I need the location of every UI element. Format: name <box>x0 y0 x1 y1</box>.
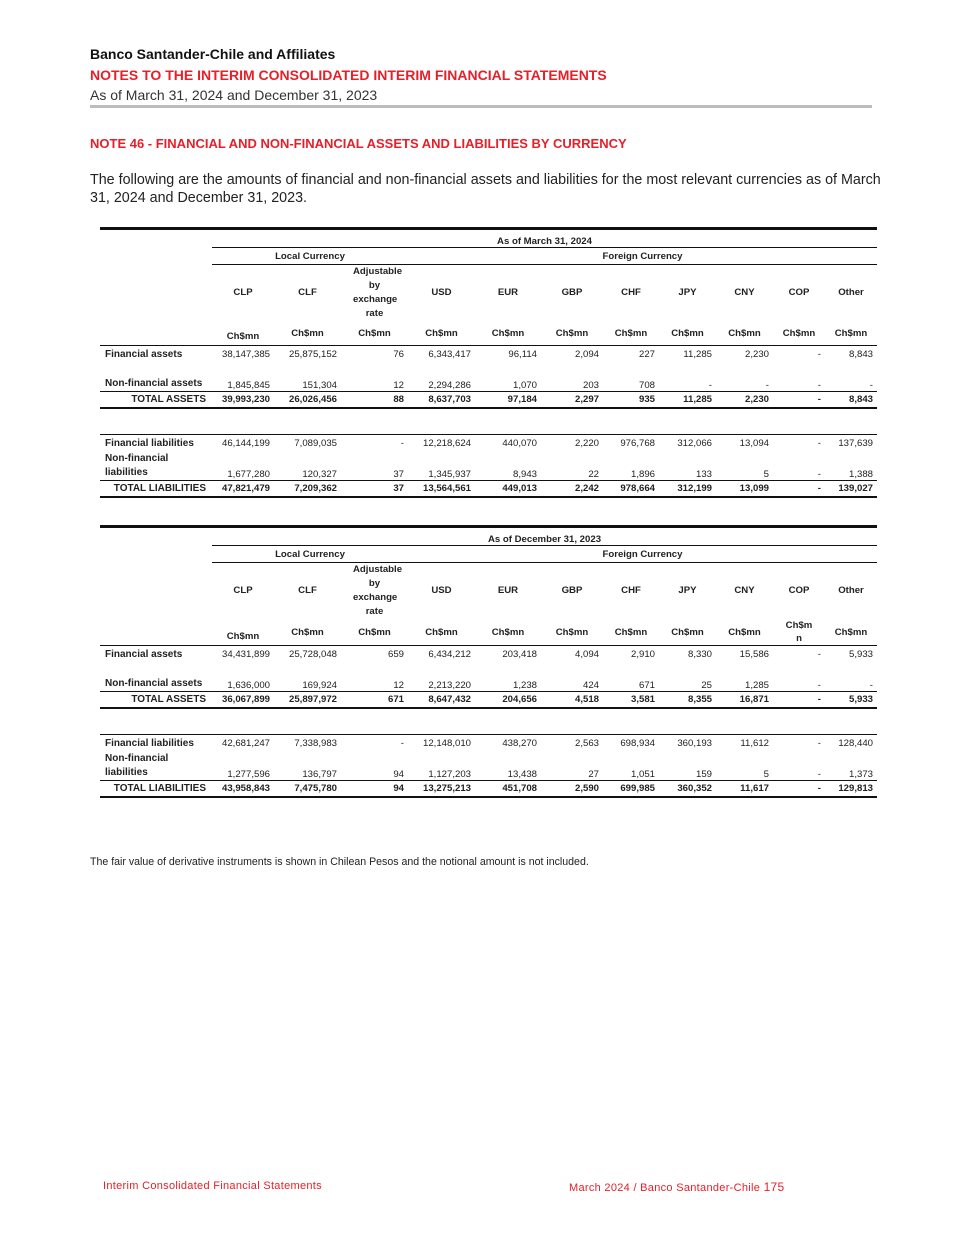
row-label: Financial liabilities <box>100 435 212 453</box>
table-cell: 2,590 <box>541 781 603 798</box>
column-header: CNY <box>734 585 755 596</box>
table-cell: 698,934 <box>603 735 659 753</box>
table-cell: 151,304 <box>302 380 337 391</box>
column-header: CLF <box>298 287 317 298</box>
blank-cell <box>100 546 212 563</box>
foreign-currency-heading: Foreign Currency <box>408 546 877 563</box>
column-header: GBP <box>561 585 583 596</box>
table-cell: 360,352 <box>659 781 716 798</box>
table-cell: 7,475,780 <box>274 781 341 798</box>
column-header: EUR <box>497 585 519 596</box>
table-cell: 25,728,048 <box>274 646 341 664</box>
unit-label: Ch$mn <box>785 620 813 644</box>
unit-label: Ch$mn <box>491 626 525 638</box>
row-label: Financial assets <box>100 646 212 664</box>
table-cell: 8,943 <box>512 469 537 480</box>
table-row <box>100 452 877 481</box>
table-cell: 935 <box>603 392 659 409</box>
unit-label: Ch$mn <box>728 626 761 638</box>
as-of-date: As of March 31, 2024 and December 31, 2023 <box>90 87 378 103</box>
spacer <box>100 408 877 435</box>
table-cell: - <box>773 646 825 664</box>
local-currency-heading: Local Currency <box>212 248 408 265</box>
table-cell: 2,213,220 <box>428 680 471 691</box>
table-cell: 97,184 <box>475 392 541 409</box>
table-cell: - <box>773 781 825 798</box>
row-label: Non-financial liabilities <box>105 453 169 478</box>
column-header: JPY <box>678 287 697 298</box>
table-cell: 1,896 <box>630 469 655 480</box>
table-cell: 671 <box>341 692 408 709</box>
spacer <box>100 708 877 735</box>
footer-right-text: March 2024 / Banco Santander-Chile <box>569 1182 761 1194</box>
table-cell: 12 <box>393 680 404 691</box>
unit-label: Ch$mn <box>728 327 761 339</box>
table-cell: 42,681,247 <box>212 735 274 753</box>
table-cell: 13,564,561 <box>408 481 475 498</box>
table-cell: 4,518 <box>541 692 603 709</box>
table-cell: 5 <box>763 769 769 780</box>
table-cell: 11,285 <box>659 346 716 364</box>
table-cell: 37 <box>341 481 408 498</box>
column-header: Adjustable by exchange rate <box>353 266 403 319</box>
table-cell: 120,327 <box>302 469 337 480</box>
currency-table <box>100 227 877 498</box>
table-cell: - <box>773 735 825 753</box>
table-cell: - <box>765 380 769 391</box>
table-cell: 7,089,035 <box>274 435 341 453</box>
company-name: Banco Santander-Chile and Affiliates <box>90 46 336 62</box>
table-cell: - <box>773 435 825 453</box>
unit-label: Ch$mn <box>491 327 525 339</box>
table-row <box>100 781 877 798</box>
table-cell: - <box>869 380 873 391</box>
column-header: COP <box>788 287 810 298</box>
table-cell: 96,114 <box>475 346 541 364</box>
table-cell: - <box>773 692 825 709</box>
note-intro: The following are the amounts of financial and non-financial assets and liabilities for the most relevant currencies as of March 31, 2024 and December 31, 2023. <box>90 172 881 206</box>
table-row <box>100 435 877 453</box>
table-cell: 3,581 <box>603 692 659 709</box>
table-cell: 11,617 <box>716 781 773 798</box>
column-header: USD <box>431 585 452 596</box>
unit-label: Ch$mn <box>834 327 868 339</box>
table-cell: 203 <box>582 380 599 391</box>
table-cell: 5,933 <box>825 692 877 709</box>
table-row <box>100 752 877 781</box>
table-cell: - <box>817 680 821 691</box>
table-cell: 438,270 <box>475 735 541 753</box>
table-row <box>100 392 877 409</box>
table-cell: - <box>817 469 821 480</box>
table-cell: 8,330 <box>659 646 716 664</box>
table-cell: 2,230 <box>716 346 773 364</box>
table-cell: - <box>817 380 821 391</box>
table-cell: - <box>869 680 873 691</box>
table-cell: 449,013 <box>475 481 541 498</box>
period-heading: As of December 31, 2023 <box>487 534 602 545</box>
table-cell: 2,563 <box>541 735 603 753</box>
unit-label: Ch$mn <box>291 626 324 638</box>
table-cell: - <box>773 481 825 498</box>
table-cell: - <box>708 380 712 391</box>
table-cell: 312,199 <box>659 481 716 498</box>
page-header <box>90 46 607 103</box>
local-currency-heading: Local Currency <box>212 546 408 563</box>
note-title: NOTE 46 - FINANCIAL AND NON-FINANCIAL ASSETS AND LIABILITIES BY CURRENCY <box>90 136 627 151</box>
column-header: CHF <box>621 585 641 596</box>
column-header: CNY <box>734 287 755 298</box>
table-cell: 976,768 <box>603 435 659 453</box>
table-december-2023 <box>100 525 877 798</box>
column-header: CHF <box>621 287 641 298</box>
table-cell: 22 <box>588 469 599 480</box>
table-cell: 1,285 <box>744 680 769 691</box>
table-cell: 25,897,972 <box>274 692 341 709</box>
table-cell: - <box>773 346 825 364</box>
table-cell: 5 <box>763 469 769 480</box>
table-cell: - <box>817 769 821 780</box>
currency-table <box>100 525 877 798</box>
table-cell: 203,418 <box>475 646 541 664</box>
blank-cell <box>100 265 212 322</box>
table-cell: 8,843 <box>825 392 877 409</box>
table-cell: 16,871 <box>716 692 773 709</box>
table-cell: 1,636,000 <box>227 680 270 691</box>
table-cell: 12,218,624 <box>408 435 475 453</box>
table-cell: 133 <box>695 469 712 480</box>
row-label: TOTAL LIABILITIES <box>100 781 212 798</box>
table-cell: 6,343,417 <box>408 346 475 364</box>
table-row <box>100 692 877 709</box>
row-label: Non-financial assets <box>105 378 203 389</box>
table-cell: 47,821,479 <box>212 481 274 498</box>
column-header: Other <box>838 585 864 596</box>
table-cell: 1,388 <box>848 469 873 480</box>
unit-label: Ch$mn <box>226 331 260 342</box>
table-cell: 139,027 <box>825 481 877 498</box>
column-header: USD <box>431 287 452 298</box>
table-cell: 424 <box>582 680 599 691</box>
table-cell: 136,797 <box>302 769 337 780</box>
table-cell: 13,099 <box>716 481 773 498</box>
table-cell: 204,656 <box>475 692 541 709</box>
table-cell: 13,094 <box>716 435 773 453</box>
blank-cell <box>100 619 212 646</box>
table-cell: - <box>341 435 408 453</box>
table-cell: 13,275,213 <box>408 781 475 798</box>
table-cell: 46,144,199 <box>212 435 274 453</box>
row-label: Non-financial liabilities <box>105 753 169 778</box>
table-cell: 12,148,010 <box>408 735 475 753</box>
row-label: TOTAL ASSETS <box>100 692 212 709</box>
table-cell: 2,294,286 <box>428 380 471 391</box>
table-cell: 8,355 <box>659 692 716 709</box>
table-cell: 128,440 <box>825 735 877 753</box>
column-header: JPY <box>678 585 697 596</box>
footnote: The fair value of derivative instruments is shown in Chilean Pesos and the notional amount is not included. <box>90 856 589 868</box>
column-header: Adjustable by exchange rate <box>353 564 403 617</box>
table-cell: 2,297 <box>541 392 603 409</box>
unit-label: Ch$mn <box>425 626 458 638</box>
table-cell: 1,845,845 <box>227 380 270 391</box>
column-header: CLP <box>233 585 253 596</box>
table-cell: 15,586 <box>716 646 773 664</box>
table-cell: 129,813 <box>825 781 877 798</box>
table-cell: 11,612 <box>716 735 773 753</box>
table-cell: 312,066 <box>659 435 716 453</box>
table-row <box>100 663 877 692</box>
table-cell: 440,070 <box>475 435 541 453</box>
table-cell: 1,070 <box>512 380 537 391</box>
header-divider <box>90 105 872 108</box>
table-cell: 978,664 <box>603 481 659 498</box>
table-cell: 76 <box>341 346 408 364</box>
table-cell: 451,708 <box>475 781 541 798</box>
column-header: COP <box>788 585 810 596</box>
table-cell: 1,677,280 <box>227 469 270 480</box>
blank-cell <box>100 248 212 265</box>
blank-cell <box>100 321 212 346</box>
unit-label: Ch$mn <box>358 626 391 638</box>
column-header: Other <box>838 287 864 298</box>
table-cell: 39,993,230 <box>212 392 274 409</box>
unit-label: Ch$mn <box>358 327 391 339</box>
table-cell: 137,639 <box>825 435 877 453</box>
unit-label: Ch$mn <box>671 626 704 638</box>
table-cell: 699,985 <box>603 781 659 798</box>
table-cell: 6,434,212 <box>408 646 475 664</box>
table-cell: 26,026,456 <box>274 392 341 409</box>
column-header: EUR <box>497 287 519 298</box>
notes-title: NOTES TO THE INTERIM CONSOLIDATED INTERIM FINANCIAL STATEMENTS <box>90 67 607 83</box>
table-cell: 94 <box>393 769 404 780</box>
table-cell: 1,238 <box>512 680 537 691</box>
table-cell: 360,193 <box>659 735 716 753</box>
table-cell: 1,051 <box>630 769 655 780</box>
row-label: TOTAL LIABILITIES <box>100 481 212 498</box>
table-cell: 7,209,362 <box>274 481 341 498</box>
row-label: Financial assets <box>100 346 212 364</box>
table-cell: 2,910 <box>603 646 659 664</box>
table-cell: - <box>773 392 825 409</box>
table-cell: 2,094 <box>541 346 603 364</box>
blank-cell <box>100 563 212 620</box>
unit-label: Ch$mn <box>614 327 648 339</box>
unit-label: Ch$mn <box>291 327 324 339</box>
table-cell: 12 <box>393 380 404 391</box>
footer-right <box>569 1180 784 1194</box>
unit-label: Ch$mn <box>226 631 260 642</box>
table-cell: - <box>341 735 408 753</box>
unit-label: Ch$mn <box>834 626 868 638</box>
table-cell: 1,373 <box>848 769 873 780</box>
table-cell: 659 <box>341 646 408 664</box>
period-heading: As of March 31, 2024 <box>497 236 592 247</box>
unit-label: Ch$mn <box>555 327 589 339</box>
blank-cell <box>100 230 212 248</box>
table-row <box>100 346 877 364</box>
table-cell: 43,958,843 <box>212 781 274 798</box>
row-label: Financial liabilities <box>100 735 212 753</box>
table-cell: 11,285 <box>659 392 716 409</box>
table-cell: 25,875,152 <box>274 346 341 364</box>
column-header: GBP <box>561 287 583 298</box>
table-cell: 8,637,703 <box>408 392 475 409</box>
unit-label: Ch$mn <box>555 626 589 638</box>
table-cell: 34,431,899 <box>212 646 274 664</box>
footer-left: Interim Consolidated Financial Statements <box>103 1180 322 1192</box>
table-cell: 1,277,596 <box>227 769 270 780</box>
row-label: Non-financial assets <box>105 678 203 689</box>
table-cell: 13,438 <box>507 769 537 780</box>
table-row <box>100 363 877 392</box>
table-cell: 88 <box>341 392 408 409</box>
table-cell: 8,843 <box>825 346 877 364</box>
table-cell: 27 <box>588 769 599 780</box>
foreign-currency-heading: Foreign Currency <box>408 248 877 265</box>
blank-cell <box>100 528 212 546</box>
table-cell: 169,924 <box>302 680 337 691</box>
table-cell: 37 <box>393 469 404 480</box>
unit-label: Ch$mn <box>782 327 816 339</box>
table-march-2024 <box>100 227 877 498</box>
table-cell: 4,094 <box>541 646 603 664</box>
table-cell: 708 <box>638 380 655 391</box>
table-cell: 8,647,432 <box>408 692 475 709</box>
table-row <box>100 646 877 664</box>
table-cell: 36,067,899 <box>212 692 274 709</box>
table-cell: 2,220 <box>541 435 603 453</box>
table-cell: 1,127,203 <box>428 769 471 780</box>
column-header: CLF <box>298 585 317 596</box>
table-row <box>100 481 877 498</box>
table-cell: 7,338,983 <box>274 735 341 753</box>
table-cell: 1,345,937 <box>428 469 471 480</box>
column-header: CLP <box>233 287 253 298</box>
table-cell: 38,147,385 <box>212 346 274 364</box>
row-label: TOTAL ASSETS <box>100 392 212 409</box>
table-cell: 227 <box>603 346 659 364</box>
page-number: 175 <box>763 1180 785 1194</box>
table-cell: 5,933 <box>825 646 877 664</box>
table-row <box>100 735 877 753</box>
table-cell: 25 <box>701 680 712 691</box>
unit-label: Ch$mn <box>671 327 704 339</box>
table-cell: 2,230 <box>716 392 773 409</box>
unit-label: Ch$mn <box>614 626 648 638</box>
table-cell: 671 <box>638 680 655 691</box>
unit-label: Ch$mn <box>425 327 458 339</box>
table-cell: 94 <box>341 781 408 798</box>
table-cell: 159 <box>695 769 712 780</box>
table-cell: 2,242 <box>541 481 603 498</box>
